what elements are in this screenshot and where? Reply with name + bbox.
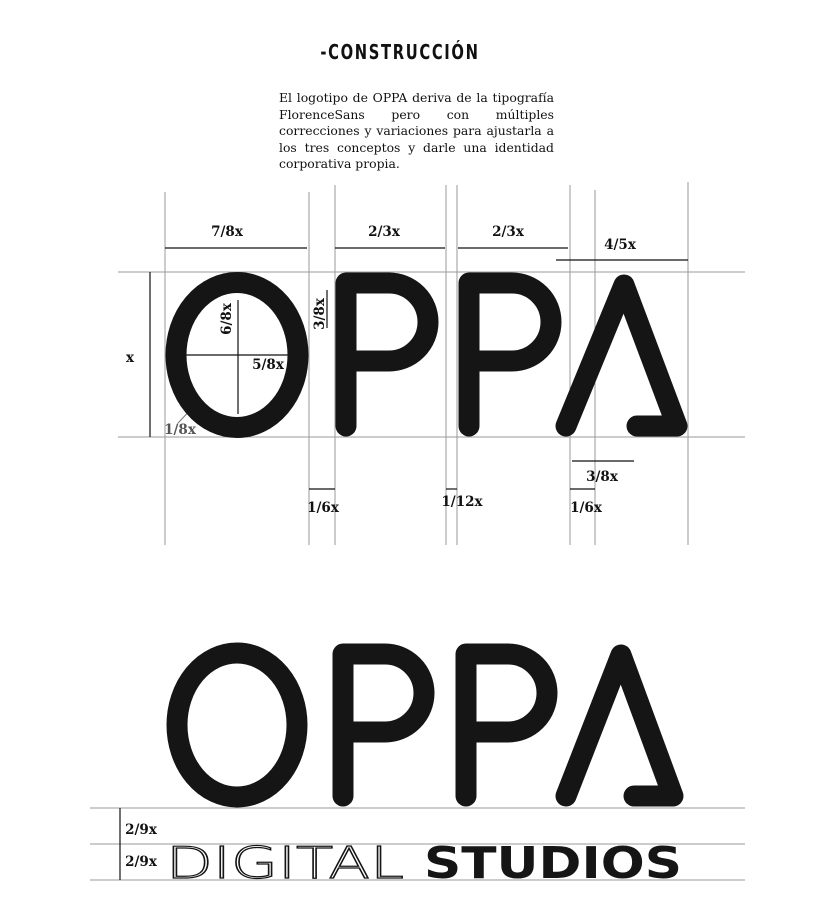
label-height: x — [125, 350, 135, 366]
wordmark-letter-p1 — [343, 654, 424, 796]
label-gap-pp: 1/12x — [441, 494, 483, 510]
letter-p2 — [469, 283, 551, 426]
letter-p1 — [346, 283, 428, 426]
label-width-p2: 2/3x — [492, 224, 524, 240]
intro-paragraph: El logotipo de OPPA deriva de la tipografía FlorenceSans pero con múltiples correcciones y variaciones para ajustarla a los tres conceptos y darle una identidad corporativa propia. — [279, 90, 554, 171]
section-title: -CONSTRUCCIÓN — [320, 40, 480, 64]
tagline-label-top: 2/9x — [125, 822, 157, 838]
logo-wordmark — [177, 653, 673, 797]
label-p-bowl: 3/8x — [312, 298, 328, 330]
label-o-inner-h: 5/8x — [252, 357, 284, 373]
label-gap-pa: 1/6x — [570, 500, 602, 516]
wordmark-letter-o — [177, 653, 297, 797]
label-width-a: 4/5x — [604, 237, 636, 253]
tagline-studios: STUDIOS — [424, 838, 682, 889]
tagline-label-bottom: 2/9x — [125, 854, 157, 870]
label-o-inner-v: 6/8x — [219, 303, 235, 335]
tagline-digital: DIGITAL — [166, 838, 404, 889]
letter-a — [566, 285, 677, 426]
wordmark-letter-p2 — [466, 654, 547, 796]
label-width-o: 7/8x — [211, 224, 243, 240]
label-o-stroke: 1/8x — [164, 422, 196, 438]
wordmark-letter-a — [566, 655, 673, 796]
label-gap-op: 1/6x — [307, 500, 339, 516]
label-width-p1: 2/3x — [368, 224, 400, 240]
label-a-foot: 3/8x — [586, 469, 618, 485]
